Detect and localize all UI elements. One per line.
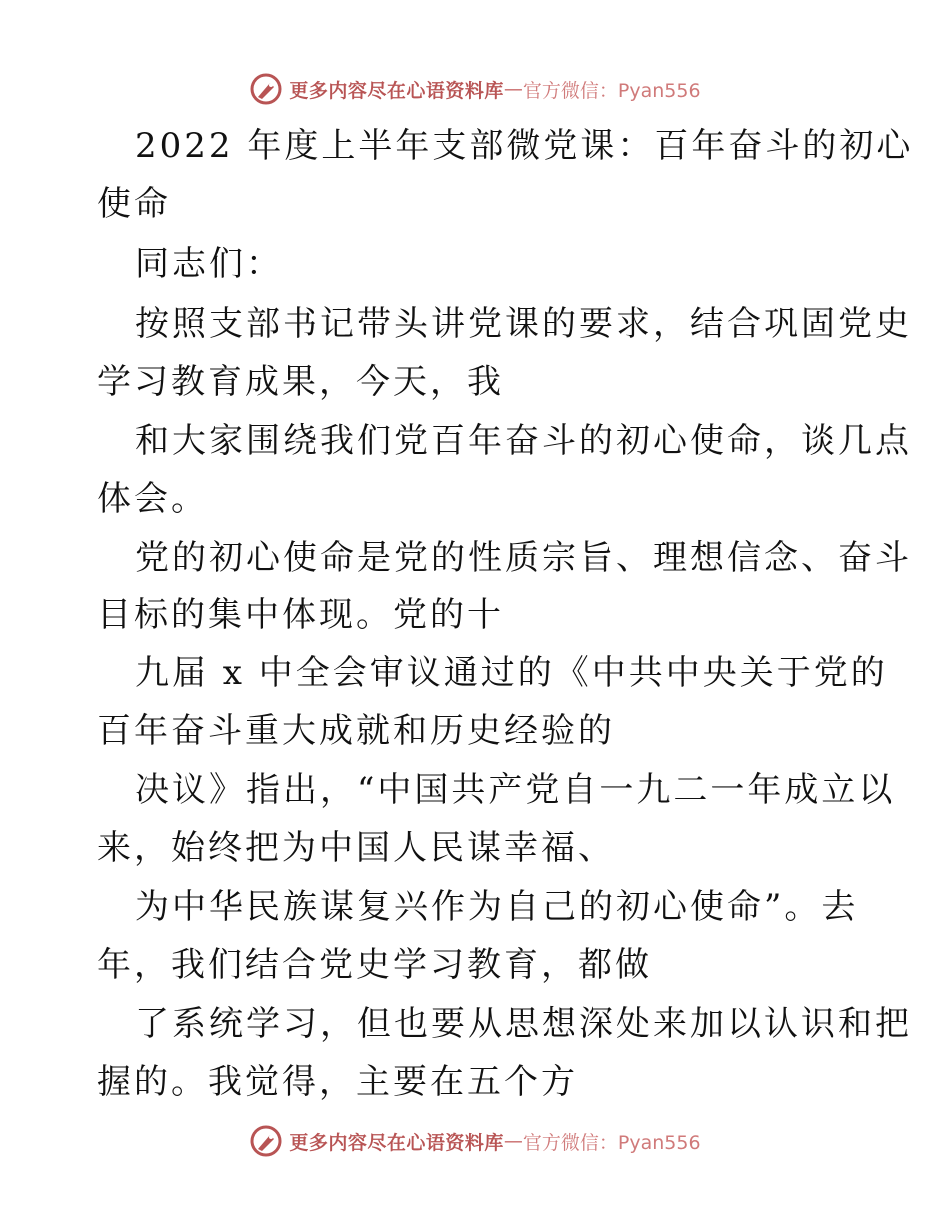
paragraph-line: 体会。	[97, 479, 208, 519]
watermark-account: 官方微信：Pyan556	[522, 1131, 701, 1154]
paragraph-line: 九届 x 中全会审议通过的《中共中央关于党的	[135, 653, 888, 693]
watermark-dash: —	[503, 78, 523, 100]
paragraph-line: 年，我们结合党史学习教育，都做	[97, 945, 652, 985]
paragraph-line: 握的。我觉得，主要在五个方	[97, 1062, 578, 1102]
pen-nib-logo-icon	[249, 1124, 283, 1158]
document-title: 2022 年度上半年支部微党课：百年奋斗的初心	[135, 126, 914, 166]
watermark-dash: —	[503, 1130, 523, 1152]
paragraph-line: 和大家围绕我们党百年奋斗的初心使命，谈几点	[135, 421, 912, 461]
document-title-continued: 使命	[97, 184, 171, 224]
watermark-footer	[0, 1121, 950, 1161]
watermark-brand: 更多内容尽在心语资料库	[289, 1131, 504, 1154]
paragraph-line: 为中华民族谋复兴作为自己的初心使命”。去	[135, 887, 859, 927]
paragraph-line: 按照支部书记带头讲党课的要求，结合巩固党史	[135, 304, 912, 344]
paragraph-line: 学习教育成果，今天，我	[97, 362, 504, 402]
paragraph-line: 百年奋斗重大成就和历史经验的	[97, 711, 615, 751]
salutation: 同志们：	[135, 244, 283, 284]
paragraph-line: 目标的集中体现。党的十	[97, 595, 504, 635]
paragraph-line: 来，始终把为中国人民谋幸福、	[97, 828, 615, 868]
paragraph-line: 决议》指出，“中国共产党自一九二一年成立以	[135, 770, 896, 810]
paragraph-line: 了系统学习，但也要从思想深处来加以认识和把	[135, 1004, 912, 1044]
watermark-account: 官方微信：Pyan556	[522, 79, 701, 102]
paragraph-line: 党的初心使命是党的性质宗旨、理想信念、奋斗	[135, 538, 912, 578]
watermark-brand: 更多内容尽在心语资料库	[289, 79, 504, 102]
